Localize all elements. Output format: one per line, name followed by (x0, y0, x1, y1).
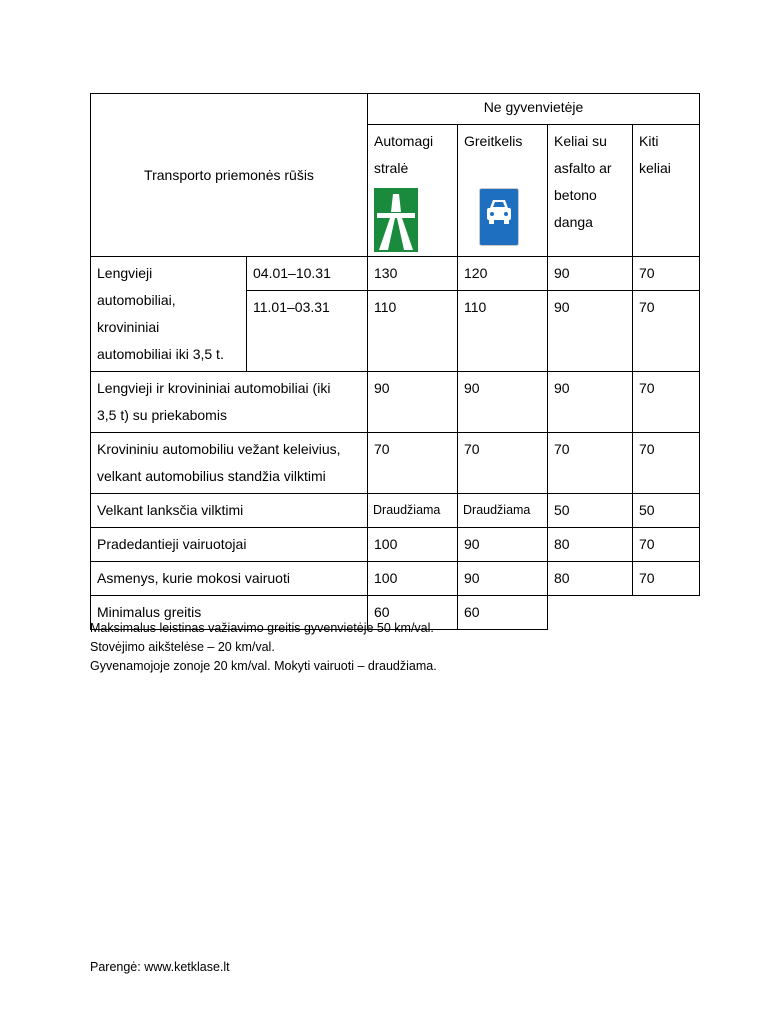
table-cell: 70 (368, 433, 458, 494)
header-other-roads: Kiti keliai (633, 125, 700, 257)
table-row (91, 562, 700, 596)
table-row (91, 372, 700, 433)
table-cell: 60 (368, 596, 458, 630)
footer-credit: Parengė: www.ketklase.lt (90, 960, 230, 974)
table-row (91, 528, 700, 562)
header-expressway: Greitkelis (458, 125, 548, 257)
row-label: Krovininiu automobiliu vežant keleivius, velkant automobilius standžia vilktimi (91, 433, 368, 494)
table-cell: Draudžiama (368, 494, 458, 528)
row-label: Minimalus greitis (91, 596, 368, 630)
row-label: Asmenys, kurie mokosi vairuoti (91, 562, 368, 596)
table-cell: 90 (458, 528, 548, 562)
table-cell: 70 (458, 433, 548, 494)
table-cell: 110 (458, 291, 548, 372)
table-cell: 50 (548, 494, 633, 528)
notes (90, 619, 437, 676)
table-cell: 80 (548, 562, 633, 596)
speed-limit-table (90, 93, 700, 630)
table-cell: 120 (458, 257, 548, 291)
table-cell: 90 (548, 372, 633, 433)
header-paved-roads: Keliai su asfalto ar betono danga (548, 125, 633, 257)
table-cell: 90 (548, 291, 633, 372)
table-cell: 70 (633, 291, 700, 372)
header-motorway: Automagi stralė (368, 125, 458, 257)
table-cell: Draudžiama (458, 494, 548, 528)
row-label: Lengvieji ir krovininiai automobiliai (iki 3,5 t) su priekabomis (91, 372, 368, 433)
period-summer: 04.01–10.31 (247, 257, 368, 291)
header-outside-settlement: Ne gyvenvietėje (368, 94, 700, 125)
header-vehicle-type: Transporto priemonės rūšis (91, 94, 368, 257)
note-line: Maksimalus leistinas važiavimo greitis gyvenvietėje 50 km/val. (90, 621, 434, 635)
note-line: Gyvenamojoje zonoje 20 km/val. Mokyti vairuoti – draudžiama. (90, 659, 437, 673)
period-winter: 11.01–03.31 (247, 291, 368, 372)
motorway-sign-icon (374, 188, 418, 252)
table-cell: 100 (368, 528, 458, 562)
note-line: Stovėjimo aikštelėse – 20 km/val. (90, 640, 275, 654)
table-cell: 90 (458, 372, 548, 433)
table-cell: 80 (548, 528, 633, 562)
table-cell: 70 (633, 562, 700, 596)
row-light-vehicles-label: Lengvieji automobiliai, krovininiai automobiliai iki 3,5 t. (91, 257, 247, 372)
table-cell: 70 (633, 372, 700, 433)
table-cell: 70 (633, 528, 700, 562)
table-cell: 70 (633, 433, 700, 494)
table-cell: 130 (368, 257, 458, 291)
table-cell: 110 (368, 291, 458, 372)
table-cell: 50 (633, 494, 700, 528)
table-row (91, 433, 700, 494)
table-cell: 90 (368, 372, 458, 433)
table-cell: 60 (458, 596, 548, 630)
table-cell: 90 (548, 257, 633, 291)
expressway-sign-icon (479, 188, 519, 246)
row-label: Pradedantieji vairuotojai (91, 528, 368, 562)
table-cell: 70 (548, 433, 633, 494)
row-label: Velkant lanksčia vilktimi (91, 494, 368, 528)
table-cell: 90 (458, 562, 548, 596)
table-row (91, 494, 700, 528)
table-cell: 100 (368, 562, 458, 596)
table-cell: 70 (633, 257, 700, 291)
